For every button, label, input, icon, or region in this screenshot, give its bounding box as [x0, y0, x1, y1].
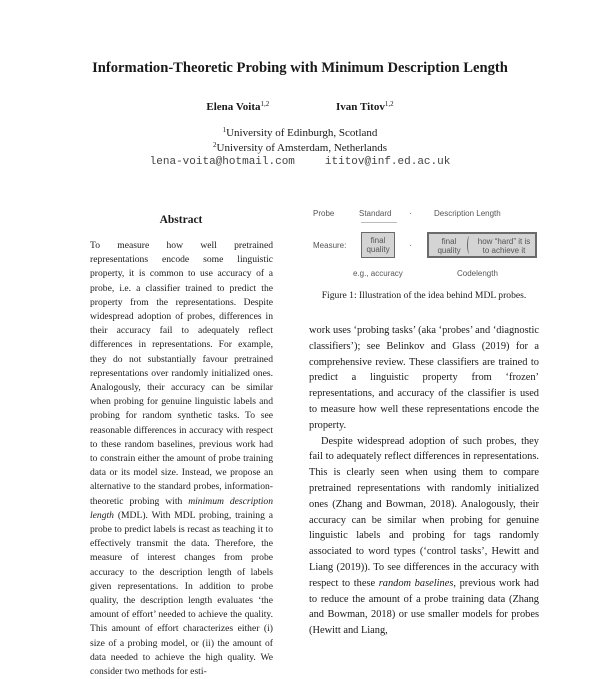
abstract-heading: Abstract: [159, 214, 203, 226]
fig-separator: ·: [409, 241, 412, 250]
fig-standard-label: Standard: [359, 209, 392, 218]
paragraph: work uses ‘probing tasks’ (aka ‘probes’ and ‘diagnostic classifiers’); see Belinkov and Glass (2019) for a comprehensive review. These classifiers are trained to predict a linguistic property from ‘frozen’ representations, and accuracy of the classifier is used to measure how well these representations encode the property.: [309, 325, 539, 431]
fig-mdl-box-right: [473, 237, 535, 255]
paragraph-text: , previous work had to reduce the amount of a probe training data (Zhang and Bowman, 2018) or use smaller models for probes (Hewitt and Liang,: [309, 577, 539, 637]
affiliation-mark: 1: [222, 126, 227, 134]
affiliation-mark: 2: [213, 141, 217, 149]
fig-measure-label: Measure:: [313, 241, 347, 250]
fig-mdl-box: [427, 232, 537, 258]
fig-box-line: quality: [437, 246, 461, 255]
affiliation-text: University of Amsterdam, Netherlands: [216, 142, 387, 154]
figure-1: [309, 205, 539, 285]
author-list: [0, 100, 600, 113]
email-2[interactable]: ititov@inf.ed.ac.uk: [324, 156, 451, 168]
paragraph: [309, 434, 539, 639]
abstract-text: (MDL). With MDL probing, training a probe to predict labels is recast as teaching it to effectively transmit the data. Therefore, the measure of interest changes from probe accuracy to the description length of labels given representations. In addition to probe quality, the description length evaluates ‘the amount of effort’ needed to achieve the quality. This amount of effort characterizes either (i) size of a probing model, or (ii) the amount of data needed to achieve the high quality. We consider two methods for esti-: [90, 509, 273, 678]
fig-standard-box: [361, 232, 395, 258]
fig-box-line: quality: [366, 245, 390, 254]
affiliation-1: [0, 126, 600, 139]
author-2: [336, 100, 394, 113]
fig-box-line: final: [441, 237, 457, 246]
fig-separator: ·: [409, 209, 412, 218]
fig-standard-metric: e.g., accuracy: [353, 269, 403, 278]
author-emails: [0, 156, 600, 168]
abstract-emphasis: minimum description length: [90, 495, 273, 521]
author-1: [206, 100, 269, 113]
fig-probe-label: Probe: [313, 209, 335, 218]
fig-mdl-label: Description Length: [434, 209, 501, 218]
figure-caption: Figure 1: Illustration of the idea behind MDL probes.: [321, 290, 527, 301]
fig-mdl-metric: Codelength: [457, 269, 498, 278]
author-name: Elena Voita: [206, 101, 261, 113]
fig-box-line: final: [370, 236, 386, 245]
paragraph-emphasis: random baselines: [378, 577, 454, 589]
author-affiliation-marks: 1,2: [384, 100, 394, 108]
email-1[interactable]: lena-voita@hotmail.com: [149, 156, 295, 168]
abstract-text: To measure how well pretrained representations encode some linguistic property, it is common to use accuracy of a probe, i.e. a classifier trained to predict the property from the representations. Despite widespread adoption of probes, differences in their accuracy fail to adequately reflect differences in representations. For example, they do not substantially favour pretrained representations over randomly initialized ones. Analogously, their accuracy can be similar when probing for genuine linguistic labels and probing for random synthetic tasks. To see reasonable differences in accuracy with respect to these random baselines, previous work had to constrain either the amount of probe training data or its model size. Instead, we propose an alternative to the standard probes, information-theoretic probing with: [90, 240, 273, 507]
paper-title: Information-Theoretic Probing with Minimum Description Length: [92, 60, 508, 76]
fig-underline: [361, 222, 397, 223]
introduction-body: [309, 323, 539, 639]
affiliation-text: University of Edinburgh, Scotland: [226, 127, 378, 139]
fig-mdl-box-left: [433, 237, 465, 255]
fig-curly-brace: [467, 236, 472, 254]
author-affiliation-marks: 1,2: [260, 100, 270, 108]
paragraph-text: Despite widespread adoption of such probes, they fail to adequately reflect differences in representations. This is clearly seen when using them to compare pretrained representations with randomly initialized ones (Zhang and Bowman, 2018). Analogously, their accuracy can be similar when probing for genuine linguistic labels and probing for tags randomly associated to word types (‘control tasks’, Hewitt and Liang (2019)). To see differences in the accuracy with respect to these: [309, 435, 539, 589]
fig-box-line: how “hard” it is: [477, 237, 531, 246]
fig-box-line: to achieve it: [482, 246, 526, 255]
abstract-body: [90, 239, 273, 679]
author-name: Ivan Titov: [336, 101, 385, 113]
affiliation-2: [0, 141, 600, 154]
